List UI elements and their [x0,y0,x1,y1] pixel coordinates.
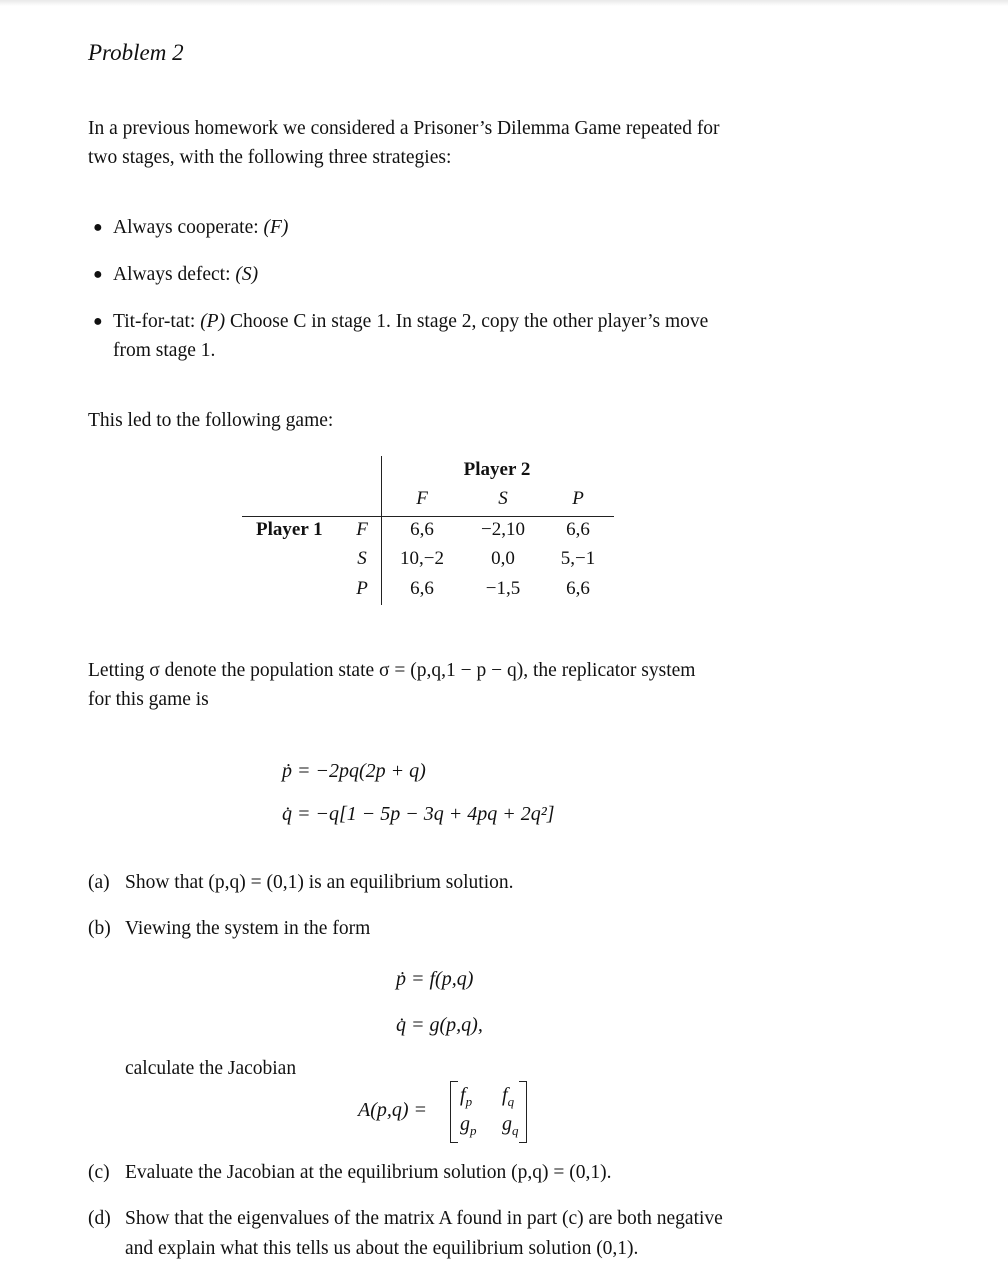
row-header-s: S [357,548,367,569]
strategy-item-tit-for-tat-cont: from stage 1. [113,340,216,361]
strategy-item-cooperate: Always cooperate: (F) [113,217,289,238]
table-cell: 0,0 [491,548,515,569]
table-cell: −1,5 [485,578,521,599]
row-header-p: P [356,578,368,599]
table-vertical-rule [381,456,382,605]
part-d-line-1: Show that the eigenvalues of the matrix A found in part (c) are both negative [125,1208,723,1229]
table-cell: 6,6 [566,519,590,540]
equation-p-dot: ṗ = −2pq(2p + q) [282,760,426,782]
table-cell: 6,6 [410,519,434,540]
part-a-text: Show that (p,q) = (0,1) is an equilibrium solution. [125,872,514,893]
col-header-s: S [498,488,508,509]
bullet-icon: ● [93,219,103,236]
jacobian-entry-gp: $g_p$ [460,1113,477,1138]
player1-label: Player 1 [256,519,323,540]
table-cell: 6,6 [410,578,434,599]
equation-f: ṗ = f(p,q) [396,968,474,990]
jacobian-entry-fp: $f_p$ [460,1084,473,1109]
jacobian-entry-fq: $f_q$ [502,1084,515,1109]
calculate-jacobian-text: calculate the Jacobian [125,1058,297,1079]
table-cell: 5,−1 [560,548,596,569]
row-header-f: F [356,519,368,540]
part-c-label: (c) [88,1162,110,1183]
bullet-icon: ● [93,313,103,330]
equation-g: q̇ = g(p,q), [396,1014,483,1036]
equation-q-dot: q̇ = −q[1 − 5p − 3q + 4pq + 2q²] [282,803,555,825]
replicator-intro-line-1: Letting σ denote the population state σ = (p,q,1 − p − q), the replicator system [88,660,696,681]
table-cell: 6,6 [566,578,590,599]
part-b-label: (b) [88,918,111,939]
replicator-intro-line-2: for this game is [88,689,209,710]
strategy-item-tit-for-tat: Tit-for-tat: (P) Choose C in stage 1. In stage 2, copy the other player’s move [113,311,709,332]
jacobian-entry-gq: $g_q$ [502,1113,519,1138]
part-a-label: (a) [88,872,110,893]
player2-label: Player 2 [463,459,531,480]
top-shadow [0,0,1008,6]
part-d-line-2: and explain what this tells us about the equilibrium solution (0,1). [125,1238,639,1259]
intro-line-2: two stages, with the following three strategies: [88,147,452,168]
strategy-item-defect: Always defect: (S) [113,264,259,285]
table-horizontal-rule [242,516,614,517]
col-header-p: P [572,488,584,509]
part-d-label: (d) [88,1208,111,1229]
bullet-icon: ● [93,266,103,283]
game-intro: This led to the following game: [88,410,334,431]
table-cell: 10,−2 [400,548,444,569]
table-cell: −2,10 [481,519,525,540]
right-bracket [519,1081,527,1143]
intro-line-1: In a previous homework we considered a Prisoner’s Dilemma Game repeated for [88,118,720,139]
jacobian-lhs: A(p,q) = [358,1099,428,1121]
problem-title: Problem 2 [88,40,184,65]
part-b-text: Viewing the system in the form [125,918,371,939]
col-header-f: F [416,488,428,509]
left-bracket [450,1081,458,1143]
part-c-text: Evaluate the Jacobian at the equilibrium solution (p,q) = (0,1). [125,1162,612,1183]
